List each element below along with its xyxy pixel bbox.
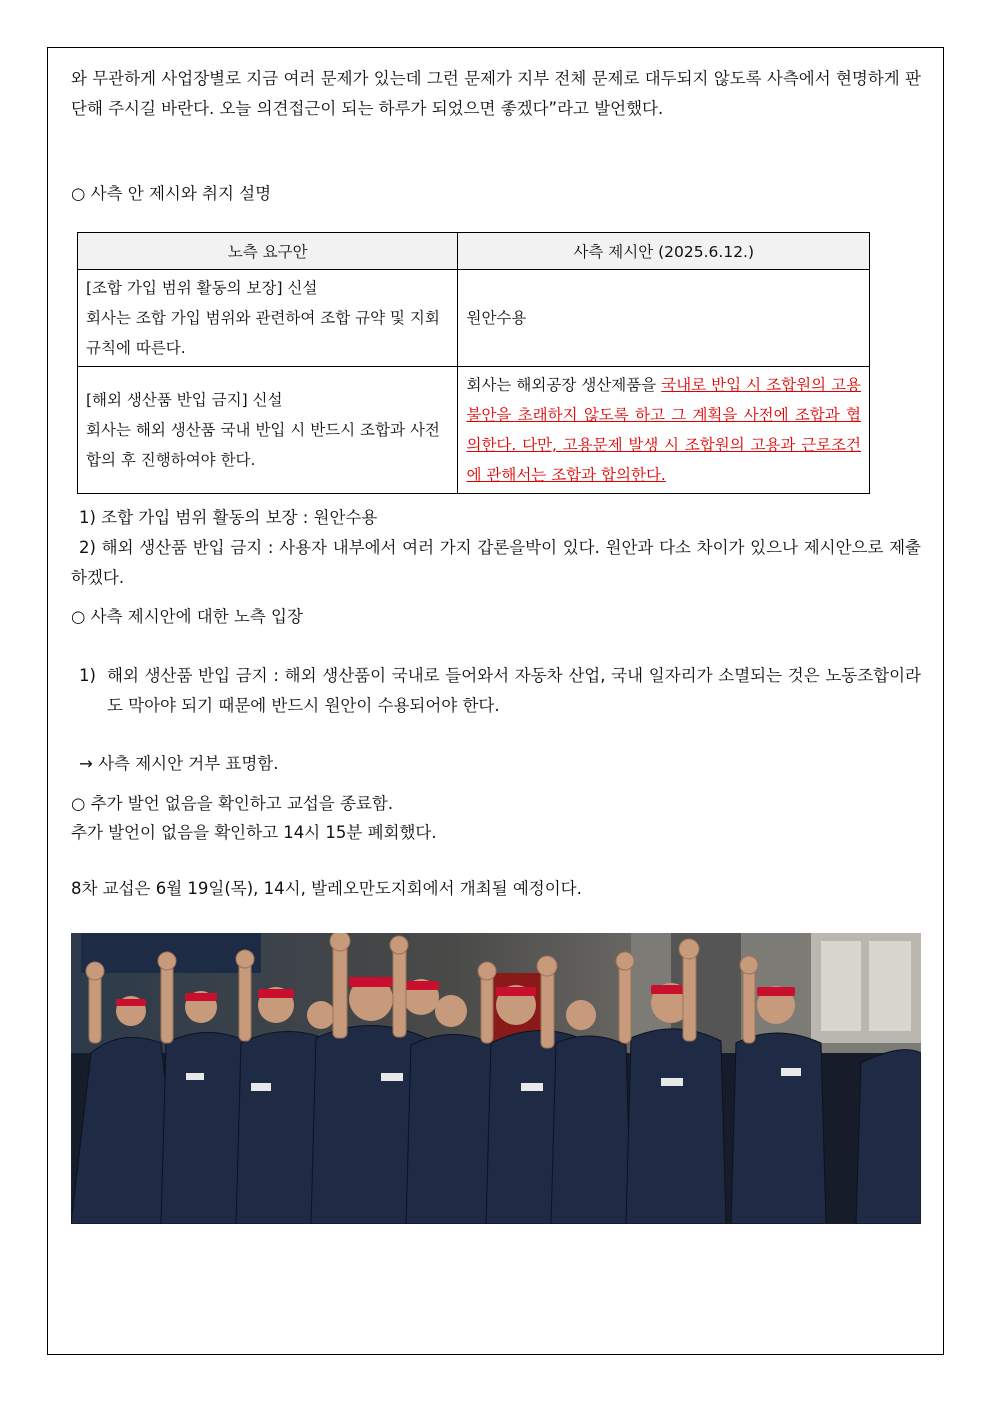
union-demand-cell [78, 367, 458, 494]
union-position-item [79, 661, 921, 721]
union-position-text: 해외 생산품 반입 금지 : 해외 생산품이 국내로 들어와서 자동차 산업, 국내 일자리가 소멸되는 것은 노동조합이라도 막아야 되기 때문에 반드시 원안이 수용되어야 한다. [107, 666, 921, 715]
proposal-table [77, 232, 870, 494]
next-meeting-notice: 8차 교섭은 6월 19일(목), 14시, 발레오만도지회에서 개최될 예정이다. [71, 879, 582, 898]
company-proposal-cell [458, 367, 870, 494]
union-position-number: 1) [79, 666, 96, 685]
closing-text: 추가 발언이 없음을 확인하고 14시 15분 폐회했다. [71, 823, 437, 842]
rejection-note: → 사측 제시안 거부 표명함. [79, 754, 279, 773]
explanation-item-1: 1) 조합 가입 범위 활동의 보장 : 원안수용 [79, 508, 378, 527]
union-demand-title: [조합 가입 범위 활동의 보장] 신설 [86, 279, 318, 297]
header-union-demand: 노측 요구안 [78, 233, 458, 270]
intro-paragraph: 와 무관하게 사업장별로 지금 여러 문제가 있는데 그런 문제가 지부 전체 문제로 대두되지 않도록 사측에서 현명하게 판단해 주시길 바란다. 오늘 의견접근이 되는 하루가 되었으면 좋겠다”라고 발언했다. [71, 69, 921, 118]
section-heading-company-proposal: ○ 사측 안 제시와 취지 설명 [71, 184, 272, 203]
rally-photo [71, 933, 921, 1224]
union-demand-cell [78, 270, 458, 367]
union-demand-title: [해외 생산품 반입 금지] 신설 [86, 391, 283, 409]
header-company-proposal: 사측 제시안 (2025.6.12.) [458, 233, 870, 270]
explanation-item-2: 2) 해외 생산품 반입 금지 : 사용자 내부에서 여러 가지 갑론을박이 있다. 원안과 다소 차이가 있으나 제시안으로 제출하겠다. [71, 538, 921, 587]
table-row [78, 270, 870, 367]
company-proposal-prefix: 회사는 해외공장 생산제품을 [466, 376, 662, 394]
union-demand-body: 회사는 해외 생산품 국내 반입 시 반드시 조합과 사전 합의 후 진행하여야 한다. [86, 421, 440, 469]
company-proposal-cell: 원안수용 [458, 270, 870, 367]
closing-heading: ○ 추가 발언 없음을 확인하고 교섭을 종료함. [71, 794, 394, 813]
table-row [78, 367, 870, 494]
table-header-row [78, 233, 870, 270]
section-heading-union-position: ○ 사측 제시안에 대한 노측 입장 [71, 607, 303, 626]
company-proposal-highlight: 국내로 반입 시 조합원의 고용불안을 초래하지 않도록 하고 그 계획을 사전에 조합과 협의한다. 다만, 고용문제 발생 시 조합원의 고용과 근로조건에 관해서는 조합과 합의한다. [466, 376, 861, 484]
rally-photo-illustration [71, 933, 921, 1224]
union-demand-body: 회사는 조합 가입 범위와 관련하여 조합 규약 및 지회 규칙에 따른다. [86, 309, 440, 357]
